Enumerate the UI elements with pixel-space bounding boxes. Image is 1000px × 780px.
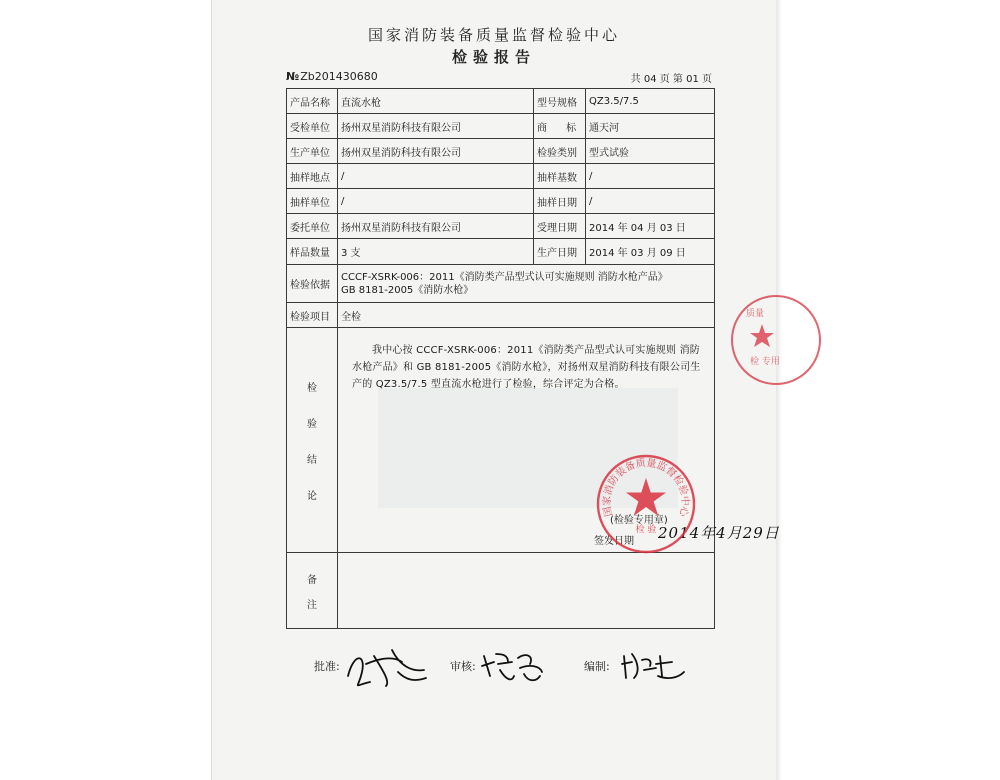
- manufacturer-value: 扬州双星消防科技有限公司: [338, 139, 534, 164]
- inspection-type-value: 型式试验: [586, 139, 715, 164]
- field-label: 检验项目: [287, 303, 338, 328]
- field-label: 生产日期: [534, 239, 586, 265]
- paper-edge: [776, 0, 782, 780]
- label-char: 结: [307, 454, 317, 466]
- label-char: 注: [307, 599, 317, 611]
- inspection-seal-stamp: [594, 452, 698, 556]
- field-label: 抽样日期: [534, 189, 586, 214]
- approver-signature: [340, 642, 430, 690]
- label-char: 验: [307, 418, 317, 430]
- inspection-basis-value: [338, 265, 715, 303]
- table-row: [287, 214, 715, 239]
- client-value: 扬州双星消防科技有限公司: [338, 214, 534, 239]
- issuing-organization: 国家消防装备质量监督检验中心: [367, 26, 620, 44]
- table-row: [287, 164, 715, 189]
- remarks-value: [338, 553, 715, 629]
- side-seal-stamp: [728, 290, 788, 390]
- field-label: 抽样地点: [287, 164, 338, 189]
- model-spec-value: QZ3.5/7.5: [586, 89, 715, 114]
- table-row: [287, 265, 715, 303]
- basis-line-2: GB 8181-2005《消防水枪》: [341, 284, 474, 296]
- seal-caption: (检验专用章): [610, 515, 668, 526]
- sign-date-label: 签发日期: [594, 536, 634, 547]
- report-number-label: №: [286, 70, 300, 83]
- sampling-base-value: /: [586, 164, 715, 189]
- sampling-unit-value: /: [338, 189, 534, 214]
- trademark-value: 通天河: [586, 114, 715, 139]
- inspected-unit-value: 扬州双星消防科技有限公司: [338, 114, 534, 139]
- acceptance-date-value: 2014 年 04 月 03 日: [586, 214, 715, 239]
- page-count: 共 04 页 第 01 页: [630, 74, 712, 85]
- table-row: [287, 114, 715, 139]
- table-row: [287, 553, 715, 629]
- field-label: 生产单位: [287, 139, 338, 164]
- field-label: 商 标: [534, 114, 586, 139]
- field-label: 产品名称: [287, 89, 338, 114]
- seal-center-text: 检 验: [635, 525, 657, 535]
- remarks-label: [287, 553, 338, 629]
- table-row: [287, 189, 715, 214]
- field-label: 受检单位: [287, 114, 338, 139]
- basis-line-1: CCCF-XSRK-006：2011《消防类产品型式认可实施规则 消防水枪产品》: [341, 271, 668, 283]
- sampling-date-value: /: [586, 189, 715, 214]
- report-number-value: Zb201430680: [300, 70, 378, 83]
- document-title: 检验报告: [451, 48, 536, 66]
- label-char: 备: [307, 574, 317, 586]
- conclusion-text: 我中心按 CCCF-XSRK-006：2011《消防类产品型式认可实施规则 消防水枪产品》和 GB 8181-2005《消防水枪》，对扬州双星消防科技有限公司生产的 QZ3.5/7.5 型直流水枪进行了检验，综合评定为合格。: [352, 345, 701, 390]
- compile-label: 编制:: [584, 660, 610, 673]
- label-char: 检: [307, 382, 317, 394]
- field-label: 委托单位: [287, 214, 338, 239]
- side-seal-text-1: 质量: [746, 309, 765, 319]
- field-label: 型号规格: [534, 89, 586, 114]
- sample-quantity-value: 3 支: [338, 239, 534, 265]
- field-label: 样品数量: [287, 239, 338, 265]
- side-seal-text-2: 检 专用: [750, 357, 780, 367]
- table-row: [287, 89, 715, 114]
- sampling-place-value: /: [338, 164, 534, 189]
- production-date-value: 2014 年 03 月 09 日: [586, 239, 715, 265]
- field-label: 受理日期: [534, 214, 586, 239]
- review-label: 审核:: [450, 660, 476, 673]
- table-row: [287, 303, 715, 328]
- report-number: [286, 70, 378, 83]
- field-label: 检验类别: [534, 139, 586, 164]
- table-row: [287, 139, 715, 164]
- field-label: 抽样基数: [534, 164, 586, 189]
- field-label: 检验依据: [287, 265, 338, 303]
- field-label: 抽样单位: [287, 189, 338, 214]
- compiler-signature: [618, 648, 688, 684]
- sign-date-handwritten: 2014年4月29日: [658, 524, 780, 542]
- seal-ring-text: 国家消防装备质量监督检验中心: [601, 457, 691, 518]
- product-name-value: 直流水枪: [338, 89, 534, 114]
- label-char: 论: [307, 490, 317, 502]
- table-row: [287, 239, 715, 265]
- inspection-items-value: 全检: [338, 303, 715, 328]
- approve-label: 批准:: [314, 660, 340, 673]
- conclusion-label: [287, 328, 338, 553]
- reviewer-signature: [478, 646, 548, 686]
